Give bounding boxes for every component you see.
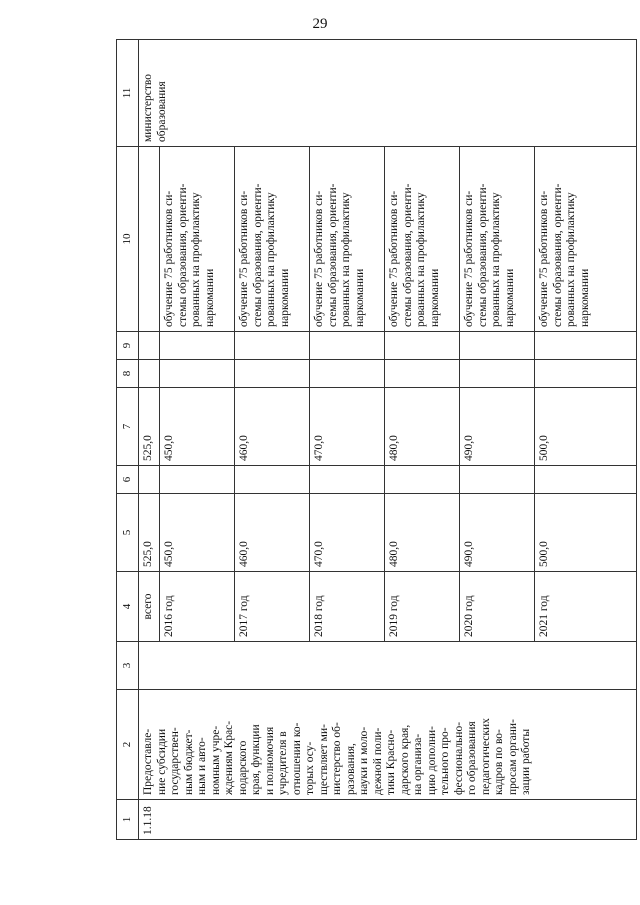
result-line: стемы образования, ориенти- [251,183,264,327]
empty-cell [460,360,535,388]
empty-cell [310,332,385,360]
result-line: рованных на профилактику [415,192,427,327]
amount-cell: 490,0 [460,388,535,466]
measure-line: кадров по во- [493,729,505,795]
total-row [139,40,160,840]
empty-cell [535,332,637,360]
period-cell: 2017 год [235,572,310,642]
header-cell: 5 [117,494,139,572]
result-line: обучение 75 работников си- [313,190,325,327]
measure-line: разования, [344,743,357,795]
empty-cell [235,360,310,388]
measure-line: Предоставле- [142,728,154,795]
empty-cell [235,466,310,494]
empty-cell [535,466,637,494]
result-line: наркомании [578,268,591,327]
measure-line: торых осу- [304,741,316,795]
result-line: стемы образования, ориенти- [476,183,489,327]
result-cell [235,147,310,332]
empty-cell [310,360,385,388]
empty-cell [310,466,385,494]
empty-cell [139,147,160,332]
empty-cell [139,642,637,690]
amount-cell: 525,0 [139,494,160,572]
result-line: рованных на профилактику [265,192,277,327]
result-line: стемы образования, ориенти- [401,183,414,327]
result-line: наркомании [203,268,216,327]
measure-line: и полномочия [263,726,276,795]
result-line: наркомании [428,268,441,327]
measure-line: на организа- [412,733,424,795]
measure-line: нодарского [236,740,249,795]
responsible-line: министерство [142,74,154,142]
measure-line: края, функции [250,724,262,795]
result-cell [460,147,535,332]
measure-line: тельного про- [439,727,451,795]
measure-line: государствен- [169,727,181,795]
measure-line: тики Красно- [385,729,397,795]
amount-cell: 450,0 [160,494,235,572]
result-line: обучение 75 работников си- [163,190,175,327]
period-cell: 2020 год [460,572,535,642]
measure-line: учредителя в [277,731,289,795]
page-number: 29 [312,16,328,32]
result-line: наркомании [278,268,291,327]
empty-cell [160,332,235,360]
amount-cell: 480,0 [385,388,460,466]
result-line: рованных на профилактику [490,192,502,327]
header-cell: 4 [117,572,139,642]
rotated-table-wrapper [116,40,616,840]
amount-cell: 500,0 [535,494,637,572]
empty-cell [385,332,460,360]
header-cell: 7 [117,388,139,466]
amount-cell: 450,0 [160,388,235,466]
measure-line: педагогических [479,718,492,795]
result-line: рованных на профилактику [340,192,352,327]
measure-line: просам органи- [506,719,519,795]
measure-line: зации работы [520,728,532,795]
header-cell: 1 [117,800,139,840]
amount-cell: 460,0 [235,494,310,572]
row-number-cell: 1.1.18 [139,800,637,840]
measure-line: ществляет ми- [317,724,330,795]
responsible-line: образования [155,81,168,142]
measure-line: нистерство об- [331,722,343,795]
empty-cell [385,466,460,494]
period-cell: 2021 год [535,572,637,642]
empty-cell [139,332,160,360]
result-cell [385,147,460,332]
header-cell: 11 [117,40,139,147]
header-cell: 9 [117,332,139,360]
measure-line: ждениям Крас- [223,720,235,795]
period-cell: 2019 год [385,572,460,642]
empty-cell [535,360,637,388]
measure-line: го образования [466,721,478,795]
measure-description-cell [139,690,637,800]
amount-cell: 525,0 [139,388,160,466]
result-line: рованных на профилактику [190,192,202,327]
amount-cell: 470,0 [310,388,385,466]
measure-line: номным учре- [209,725,222,795]
result-line: обучение 75 работников си- [238,190,250,327]
measure-line: цию дополни- [425,725,438,795]
result-line: обучение 75 работников си- [538,190,550,327]
header-cell: 10 [117,147,139,332]
header-cell: 2 [117,690,139,800]
period-cell: 2016 год [160,572,235,642]
empty-cell [385,360,460,388]
empty-cell [460,332,535,360]
measure-line: ние субсидии [155,728,168,795]
measure-line: дарского края, [398,724,411,795]
result-line: наркомании [353,268,366,327]
result-cell [310,147,385,332]
empty-cell [235,332,310,360]
header-cell: 6 [117,466,139,494]
amount-cell: 490,0 [460,494,535,572]
measure-line: ным и авто- [196,737,208,795]
empty-cell [139,466,160,494]
result-line: наркомании [503,268,516,327]
measure-line: дежной поли- [371,727,384,795]
result-cell [160,147,235,332]
result-line: обучение 75 работников си- [463,190,475,327]
amount-cell: 480,0 [385,494,460,572]
header-cell: 8 [117,360,139,388]
amount-cell: 470,0 [310,494,385,572]
result-line: стемы образования, ориенти- [326,183,339,327]
period-cell: всего [139,572,160,642]
empty-cell [160,466,235,494]
empty-cell [139,360,160,388]
empty-cell [160,360,235,388]
measure-line: отношении ко- [290,722,303,795]
result-line: обучение 75 работников си- [388,190,400,327]
header-cell: 3 [117,642,139,690]
responsible-cell [139,40,637,147]
result-cell [535,147,637,332]
measure-line: науки и моло- [358,726,370,795]
program-measures-table [116,39,637,840]
result-line: стемы образования, ориенти- [551,183,564,327]
amount-cell: 500,0 [535,388,637,466]
period-cell: 2018 год [310,572,385,642]
amount-cell: 460,0 [235,388,310,466]
measure-line: фессионально- [452,721,465,795]
header-row [117,40,139,840]
empty-cell [460,466,535,494]
result-line: стемы образования, ориенти- [176,183,189,327]
result-line: рованных на профилактику [565,192,577,327]
measure-line: ным бюджет- [182,729,195,795]
